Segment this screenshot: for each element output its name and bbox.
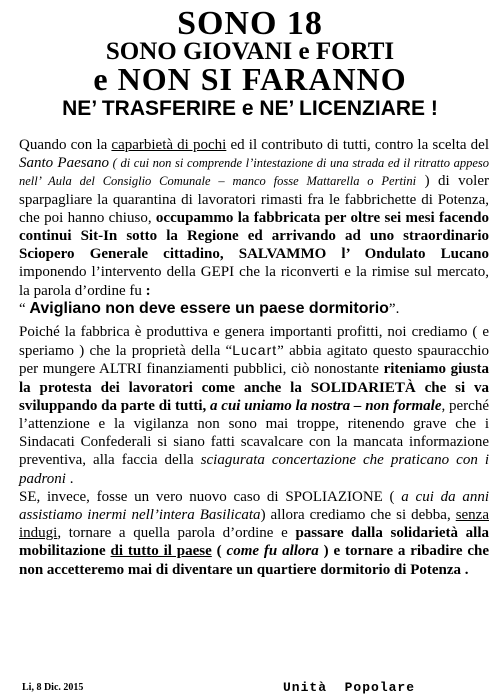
text-span: ed il contributo di tutti, contro la scelta del: [226, 137, 489, 153]
text-span: ” abbia agitato questo spauracchio per mungere ALTRI finanziamenti pubblici, ciò nonostante: [19, 343, 489, 378]
text-span-underlined: senza indugi: [19, 507, 489, 542]
text-span-bold: riteniamo giusta la protesta dei lavoratori come anche la SOLIDARIETÀ che si va sviluppando da parte di tutti,: [19, 361, 489, 414]
headline-sono-18: SONO 18: [177, 5, 323, 42]
text-span-bold: passare dalla solidarietà alla mobilitazione: [19, 525, 489, 560]
headline-trasferire-licenziare: NE’ TRASFERIRE e NE’ LICENZIARE !: [62, 97, 438, 120]
paragraph-current: [19, 323, 489, 579]
headline-giovani-forti: SONO GIOVANI e FORTI: [105, 38, 395, 65]
text-span: , perché l’attenzione e la vigilanza non sono mai troppe, ritenendo grave che i Sindacati Confederali si siano fatti scavalcare con la mancata informazione preventiva, alla faccia della: [19, 397, 489, 469]
text-span: Quando con la: [19, 137, 112, 153]
footer-date: Li, 8 Dic. 2015: [22, 682, 84, 693]
headline-non-si-faranno: e NON SI FARANNO: [93, 61, 407, 97]
text-span-italic: a cui da anni assistiamo inermi nell’intera Basilicata: [19, 488, 489, 524]
paragraph-history: [19, 136, 489, 318]
text-span: ”.: [388, 300, 400, 317]
text-span: SE, invece, fosse un vero nuovo caso di SPOLIAZIONE (: [19, 488, 402, 505]
text-span-underlined: caparbietà di pochi: [111, 137, 227, 153]
text-span: .: [65, 470, 74, 487]
text-span-bold: :: [145, 282, 151, 299]
text-span-bold: ) e tornare a ribadire che non accetteremo mai di diventare un quartiere dormitorio di Potenza .: [19, 543, 489, 578]
text-span-bold: occupammo la fabbricata per oltre sei mesi facendo continui Sit-In sotto la Regione ed arrivando ad uno straordinario Sciopero Generale cittadino, SALVAMMO l’ Ondulato Lucano: [19, 209, 489, 263]
text-span: “: [19, 300, 30, 317]
text-span-bold-italic: come fu allora: [226, 543, 319, 560]
text-span-bold-underlined: di tutto il paese: [110, 543, 212, 560]
footer-signature: Unità Popolare: [283, 680, 416, 695]
text-span: , tornare a quella parola d’ordine e: [57, 525, 296, 542]
slogan: Avigliano non deve essere un paese dormitorio: [29, 299, 389, 317]
text-span-italic: Santo Paesano: [19, 155, 110, 172]
text-span: ) allora crediamo che si debba,: [260, 507, 456, 524]
text-span: Poiché la fabbrica è produttiva e genera importanti profitti, noi crediamo ( e speriamo ) che la proprietà della “: [19, 324, 489, 360]
text-span-bold: (: [211, 543, 227, 560]
text-span: ) di voler sparpagliare la quarantina di lavoratori rimasti fra le fabbrichette di Potenza, che poi hanno chiuso,: [19, 173, 489, 226]
company-name: Lucart: [232, 342, 278, 359]
leaflet-body: [19, 136, 489, 579]
text-span-italic: sciagurata concertazione che praticano con i padroni: [19, 452, 490, 487]
text-span-bold-italic: a cui uniamo la nostra – non formale: [210, 397, 442, 414]
text-span: imponendo l’intervento della GEPI che la riconverti e la rimise sul mercato, la parola d’ordine fu: [19, 264, 489, 299]
text-span-aside: ( di cui non si comprende l’intestazione di una strada ed il ritratto appeso nell’ Aula del Consiglio Comunale – manco fosse Mattarella o Pertini: [19, 156, 489, 189]
